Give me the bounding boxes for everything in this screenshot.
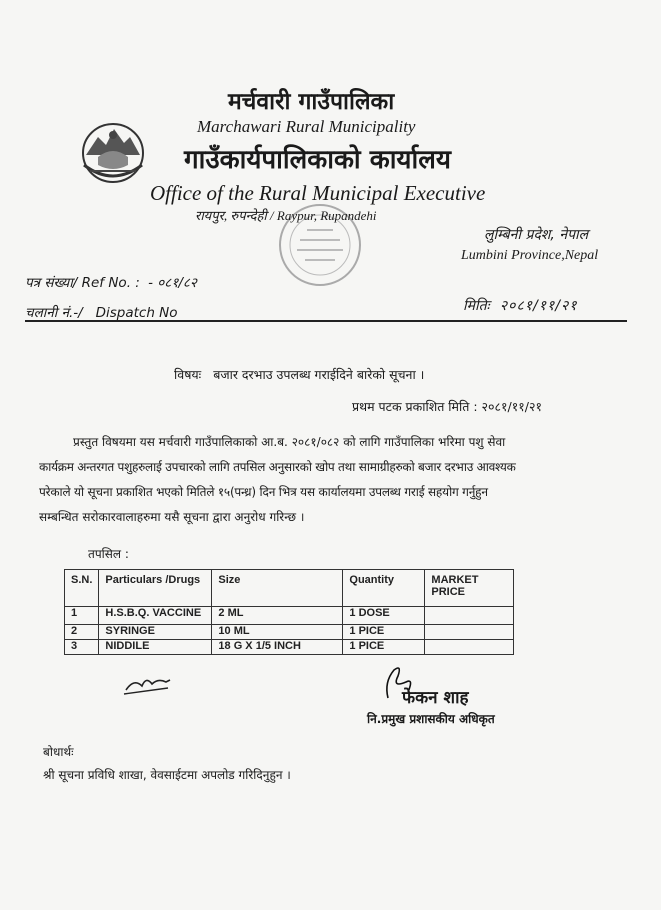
- row-3-price: [425, 640, 514, 655]
- body-line-4: सम्बन्धित सरोकारवालाहरुमा यसै सूचना द्वारा अनुरोध गरिन्छ ।: [39, 510, 305, 524]
- coat-of-arms-emblem: [78, 115, 148, 187]
- dispatch-no: चलानी नं.-/ Dispatch No: [25, 305, 178, 321]
- row-2-quantity: 1 PICE: [343, 625, 425, 640]
- initials-signature: [122, 672, 174, 698]
- table-row: [65, 640, 514, 655]
- row-3-quantity: 1 PICE: [343, 640, 425, 655]
- office-name-en: Office of the Rural Municipal Executive: [150, 181, 486, 205]
- row-2-size: 10 ML: [212, 625, 343, 640]
- municipality-name-en: Marchawari Rural Municipality: [197, 117, 416, 136]
- row-1-size: 2 ML: [212, 607, 343, 625]
- row-2-particulars: SYRINGE: [99, 625, 212, 640]
- header-quantity: Quantity: [343, 570, 425, 607]
- date-value: २०८१/११/२१: [499, 298, 578, 314]
- row-2-price: [425, 625, 514, 640]
- subject-text: बजार दरभाउ उपलब्ध गराईदिने बारेको सूचना ।: [213, 367, 425, 382]
- subject-label: विषयः: [174, 367, 202, 382]
- letter-date: [463, 296, 578, 315]
- office-address: रायपुर, रुपन्देही / Raypur, Rupandehi: [195, 208, 377, 223]
- cc-label: बोधार्थः: [43, 745, 74, 759]
- header-sn: S.N.: [65, 570, 99, 607]
- details-label: तपसिल :: [88, 547, 129, 561]
- subject-line: [174, 366, 424, 383]
- row-3-particulars: NIDDILE: [99, 640, 212, 655]
- row-2-sn: 2: [65, 625, 99, 640]
- row-3-size: 18 G X 1/5 INCH: [212, 640, 343, 655]
- date-label: मितिः: [463, 298, 490, 314]
- body-line-3: परेकाले यो सूचना प्रकाशित भएको मितिले १५(पन्ध्र) दिन भित्र यस कार्यालयमा उपलब्ध गराई सहयोग गर्नुहुन: [39, 485, 488, 499]
- table-header-row: [65, 570, 514, 607]
- header-particulars: Particulars /Drugs: [99, 570, 212, 607]
- ref-no: [25, 273, 197, 291]
- signatory-title: नि.प्रमुख प्रशासकीय अधिकृत: [367, 712, 495, 726]
- table-row: [65, 607, 514, 625]
- cc-line: श्री सूचना प्रविधि शाखा, वेवसाईटमा अपलोड गरिदिनुहुन ।: [43, 768, 291, 782]
- row-1-price: [425, 607, 514, 625]
- province-np: लुम्बिनी प्रदेश, नेपाल: [484, 227, 589, 243]
- row-3-sn: 3: [65, 640, 99, 655]
- body-line-1: प्रस्तुत विषयमा यस मर्चवारी गाउँपालिकाको आ.ब. २०८१/०८२ को लागि गाउँपालिका भरिमा पशु सेवा: [73, 435, 506, 449]
- table-row: [65, 625, 514, 640]
- header-market-price: MARKET PRICE: [425, 570, 514, 607]
- municipality-name-np: मर्चवारी गाउँपालिका: [228, 89, 395, 115]
- body-line-2: कार्यक्रम अन्तरगत पशुहरुलाई उपचारको लागि तपसिल अनुसारको खोप तथा सामाग्रीहरुको बजार दरभाउ आवश्यक: [39, 460, 516, 474]
- ref-no-label: पत्र संख्या/ Ref No. :: [25, 275, 140, 291]
- header-divider: [25, 320, 627, 322]
- row-1-sn: 1: [65, 607, 99, 625]
- province-en: Lumbini Province,Nepal: [461, 248, 599, 263]
- price-table: [64, 569, 514, 655]
- office-name-np: गाउँकार्यपालिकाको कार्यालय: [184, 145, 451, 175]
- header-size: Size: [212, 570, 343, 607]
- first-published-date: प्रथम पटक प्रकाशित मिति : २०८१/११/२१: [352, 399, 542, 414]
- ref-no-value: - ०८१/८२: [148, 275, 197, 291]
- row-1-particulars: H.S.B.Q. VACCINE: [99, 607, 212, 625]
- signatory-name: फेकन शाह: [402, 688, 469, 708]
- row-1-quantity: 1 DOSE: [343, 607, 425, 625]
